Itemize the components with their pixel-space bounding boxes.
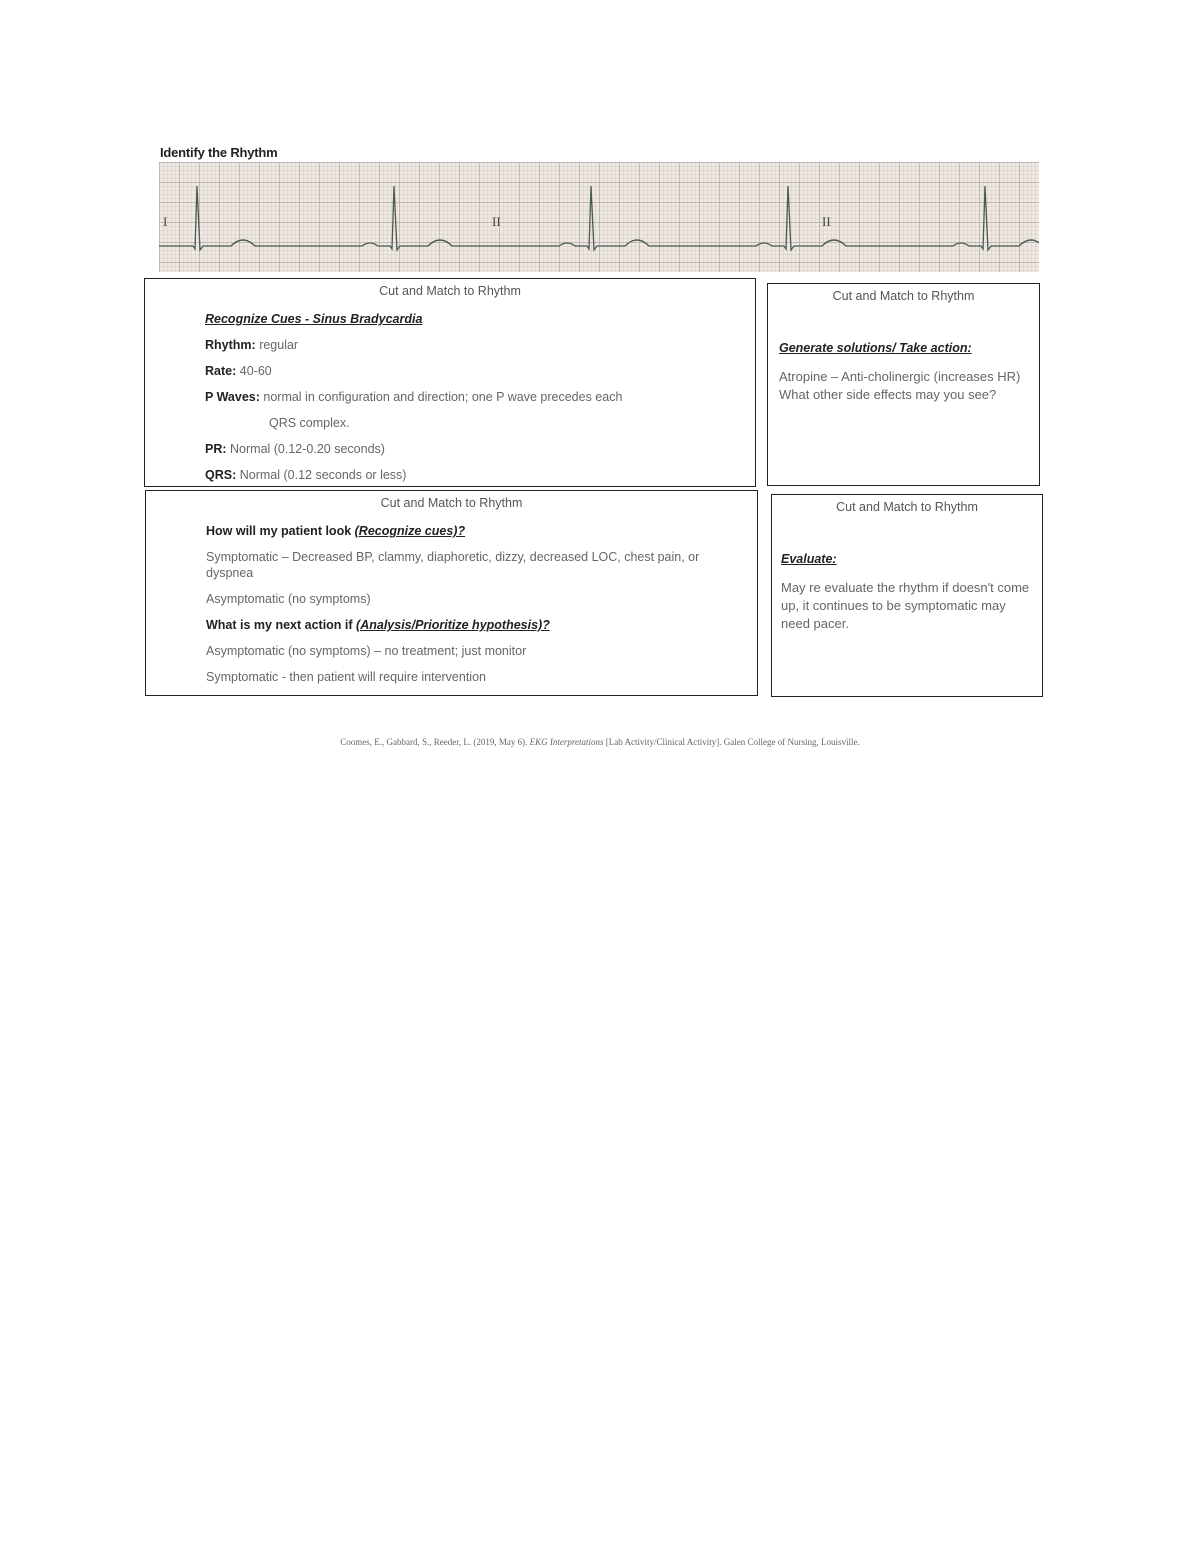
question-1-link: (Recognize cues)? (354, 524, 466, 538)
lead-label-1: I (163, 214, 168, 229)
citation-authors: Coomes, E., Gabbard, S., Reeder, L. (2019, May 6). (340, 737, 528, 747)
card-recognize-cues (144, 278, 756, 487)
card-title: Cut and Match to Rhythm (379, 284, 521, 298)
card-patient-look (145, 490, 758, 696)
card-title: Cut and Match to Rhythm (380, 496, 523, 510)
card-take-action (767, 283, 1040, 486)
symptomatic-text: Symptomatic – Decreased BP, clammy, diaphoretic, dizzy, decreased LOC, chest pain, or dyspnea (206, 550, 700, 580)
qrs-value: Normal (0.12 seconds or less) (239, 468, 407, 482)
citation-title: EKG Interpretations (529, 737, 604, 747)
rhythm-value: regular (259, 338, 299, 352)
action-text: Atropine – Anti-cholinergic (increases HR) What other side effects may you see? (779, 369, 1021, 402)
lead-label-3: II (822, 214, 831, 229)
rhythm-label: Rhythm: (205, 338, 256, 352)
evaluate-text: May re evaluate the rhythm if doesn't come up, it continues to be symptomatic may need pacer. (781, 580, 1030, 631)
question-2: What is my next action if (206, 618, 353, 632)
symptomatic-action: Symptomatic - then patient will require intervention (206, 670, 486, 684)
section-heading: Generate solutions/ Take action: (779, 341, 972, 355)
question-2-link: (Analysis/Prioritize hypothesis)? (356, 618, 550, 632)
rate-value: 40-60 (239, 364, 272, 378)
section-heading: Recognize Cues - Sinus Bradycardia (205, 312, 423, 326)
question-1: How will my patient look (206, 524, 352, 538)
pwaves-value-cont: QRS complex. (269, 416, 350, 430)
pr-label: PR: (205, 442, 227, 456)
page-heading: Identify the Rhythm (160, 145, 278, 160)
card-title: Cut and Match to Rhythm (836, 500, 978, 514)
lead-label-2: II (492, 214, 501, 229)
asymptomatic-text: Asymptomatic (no symptoms) (206, 592, 371, 606)
ekg-strip (159, 162, 1039, 272)
ekg-waveform (159, 186, 1039, 250)
card-evaluate (771, 494, 1043, 697)
card-title: Cut and Match to Rhythm (832, 289, 975, 303)
section-heading: Evaluate: (781, 552, 837, 566)
citation (0, 737, 1200, 747)
asymptomatic-action: Asymptomatic (no symptoms) – no treatment; just monitor (206, 644, 527, 658)
qrs-label: QRS: (205, 468, 237, 482)
pwaves-value: normal in configuration and direction; one P wave precedes each (263, 390, 623, 404)
rate-label: Rate: (205, 364, 237, 378)
pr-value: Normal (0.12-0.20 seconds) (230, 442, 385, 456)
ekg-trace (159, 162, 1039, 272)
pwaves-label: P Waves: (205, 390, 260, 404)
citation-rest: [Lab Activity/Clinical Activity]. Galen College of Nursing, Louisville. (605, 737, 860, 747)
